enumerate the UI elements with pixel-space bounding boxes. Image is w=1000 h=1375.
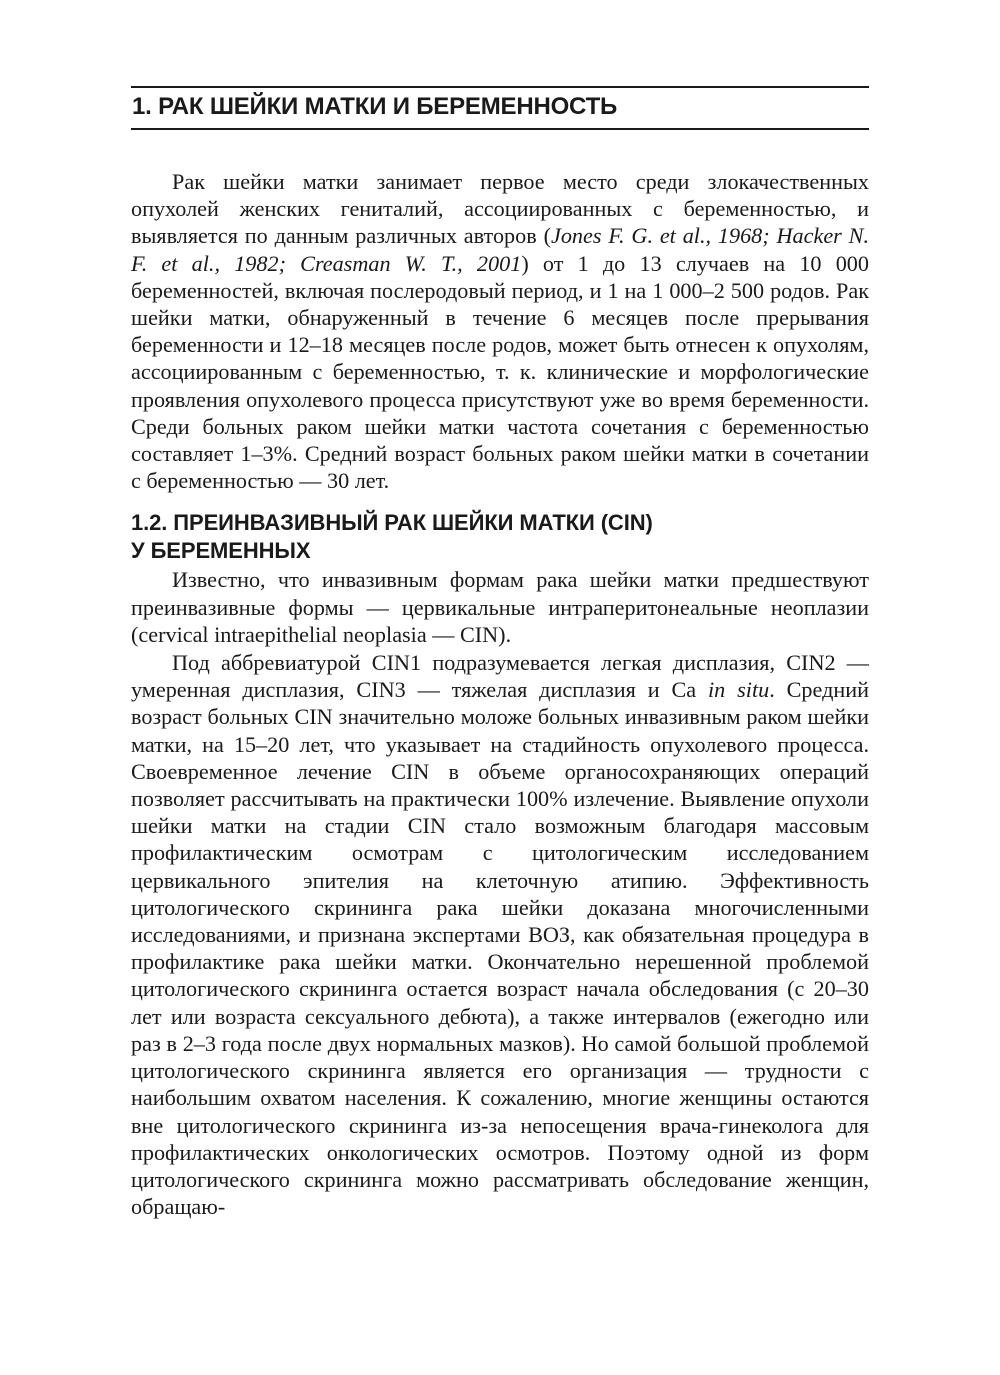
- section-title-line-1: 1.2. ПРЕИНВАЗИВНЫЙ РАК ШЕЙКИ МАТКИ (CIN): [131, 510, 653, 536]
- in-situ-italic: in situ: [708, 677, 770, 703]
- paragraph-intro: [131, 168, 869, 494]
- paragraph-cin-text-b: . Средний возраст больных CIN значительно моложе больных инвазивным раком шейки матки, на 15–20 лет, что указывает на стадийность опухолевого процесса. Своевременное лечение CIN в объеме органосохраняющих операций позволяет рассчитывать на практически 100% излечение. Выявление опухоли шейки матки на стадии CIN стало возможным благодаря массовым профилактическим осмотрам с цитологическим исследованием цервикального эпителия на клеточную атипию. Эффективность цитологического скрининга рака шейки доказана многочисленными исследованиями, и признана экспертами ВОЗ, как обязательная процедура в профилактике рака шейки матки. Окончательно нерешенной проблемой цитологического скрининга остается возраст начала обследования (с 20–30 лет или возраста сексуального дебюта), а также интервалов (ежегодно или раз в 2–3 года после двух нормальных мазков). Но самой большой проблемой цитологического скрининга является его организация — трудности с наибольшим охватом населения. К сожалению, многие женщины остаются вне цитологического скрининга из-за непосещения врача-гинеколога для профилактических онкологических осмотров. Поэтому одной из форм цитологического скрининга можно рассматривать обследование женщин, обращаю-: [131, 677, 869, 1220]
- paragraph-intro-text-b: ) от 1 до 13 случаев на 10 000 беременностей, включая послеродовый период, и 1 на 1 000–2 500 родов. Рак шейки матки, обнаруженный в течение 6 месяцев после прерывания беременности и 12–18 месяцев после родов, может быть отнесен к опухолям, ассоциированным с беременностью, т. к. клинические и морфологические проявления опухолевого процесса присутствуют уже во время беременности. Среди больных раком шейки матки частота сочетания с беременностью составляет 1–3%. Средний возраст больных раком шейки матки в сочетании с беременностью — 30 лет.: [131, 250, 869, 494]
- chapter-title: 1. РАК ШЕЙКИ МАТКИ И БЕРЕМЕННОСТЬ: [132, 93, 618, 120]
- section-title-line-2: У БЕРЕМЕННЫХ: [131, 538, 311, 564]
- paragraph-cin-text-a: Под аббревиатурой CIN1 подразумевается легкая дисплазия, CIN2 — умеренная дисплазия, CIN3 — тяжелая дисплазия и Ca: [131, 650, 869, 703]
- chapter-rule-bottom: [131, 128, 869, 130]
- paragraph-intro-text-a: Рак шейки матки занимает первое место среди злокачественных опухолей женских гениталий, ассоциированных с беременностью, и выявляется по данным различных авторов (: [131, 169, 869, 249]
- paragraph-cin-details: [131, 649, 869, 1220]
- page: [131, 86, 869, 1220]
- paragraph-cin-intro: Известно, что инвазивным формам рака шейки матки предшествуют преинвазивные формы — цервикальные интраперитонеальные неоплазии (cervical intraepithelial neoplasia — CIN).: [131, 567, 869, 647]
- section-title: [131, 509, 869, 565]
- citation-authors: Jones F. G. et al., 1968; Hacker N. F. et al., 1982; Creasman W. T., 2001: [131, 223, 869, 276]
